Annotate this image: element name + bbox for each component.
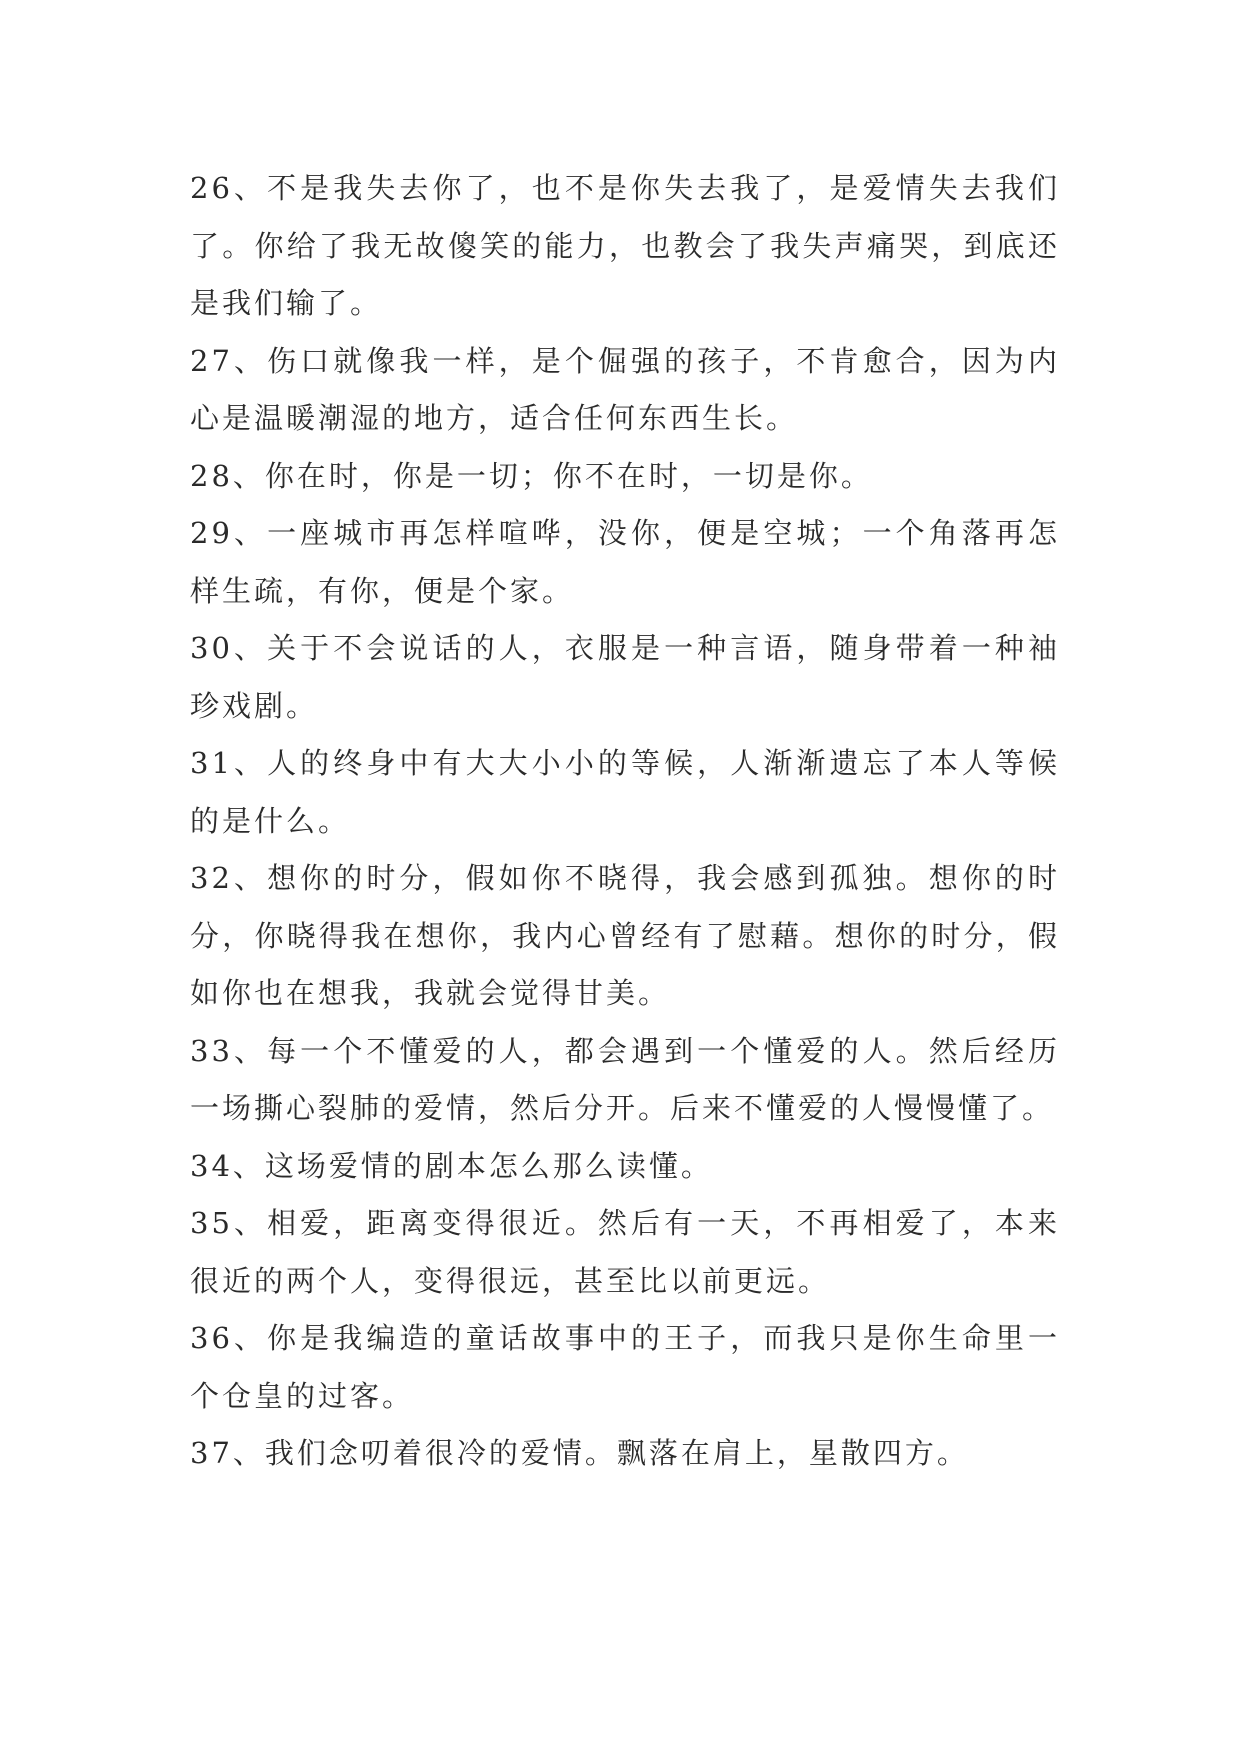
quote-29: 29、一座城市再怎样喧哗，没你，便是空城；一个角落再怎样生疏，有你，便是个家。 bbox=[190, 516, 1060, 608]
quote-28: 28、你在时，你是一切；你不在时，一切是你。 bbox=[190, 458, 873, 493]
quote-26: 26、不是我失去你了，也不是你失去我了，是爱情失去我们了。你给了我无故傻笑的能力，也教会了我失声痛哭，到底还是我们输了。 bbox=[190, 171, 1060, 320]
quote-33: 33、每一个不懂爱的人，都会遇到一个懂爱的人。然后经历一场撕心裂肺的爱情，然后分开。后来不懂爱的人慢慢懂了。 bbox=[190, 1033, 1060, 1125]
quote-list bbox=[190, 160, 1060, 1483]
quote-37: 37、我们念叨着很冷的爱情。飘落在肩上，星散四方。 bbox=[190, 1436, 969, 1470]
quote-27: 27、伤口就像我一样，是个倔强的孩子，不肯愈合，因为内心是温暖潮湿的地方，适合任何东西生长。 bbox=[190, 343, 1060, 435]
quote-31: 31、人的终身中有大大小小的等候，人渐渐遗忘了本人等候的是什么。 bbox=[190, 746, 1060, 838]
quote-30: 30、关于不会说话的人，衣服是一种言语，随身带着一种袖珍戏剧。 bbox=[190, 631, 1060, 723]
quote-34: 34、这场爱情的剧本怎么那么读懂。 bbox=[190, 1148, 713, 1183]
quote-36: 36、你是我编造的童话故事中的王子，而我只是你生命里一个仓皇的过客。 bbox=[190, 1321, 1060, 1413]
quote-35: 35、相爱，距离变得很近。然后有一天，不再相爱了，本来很近的两个人，变得很远，甚至比以前更远。 bbox=[190, 1206, 1060, 1298]
quote-32: 32、想你的时分，假如你不晓得，我会感到孤独。想你的时分，你晓得我在想你，我内心曾经有了慰藉。想你的时分，假如你也在想我，我就会觉得甘美。 bbox=[190, 861, 1060, 1010]
